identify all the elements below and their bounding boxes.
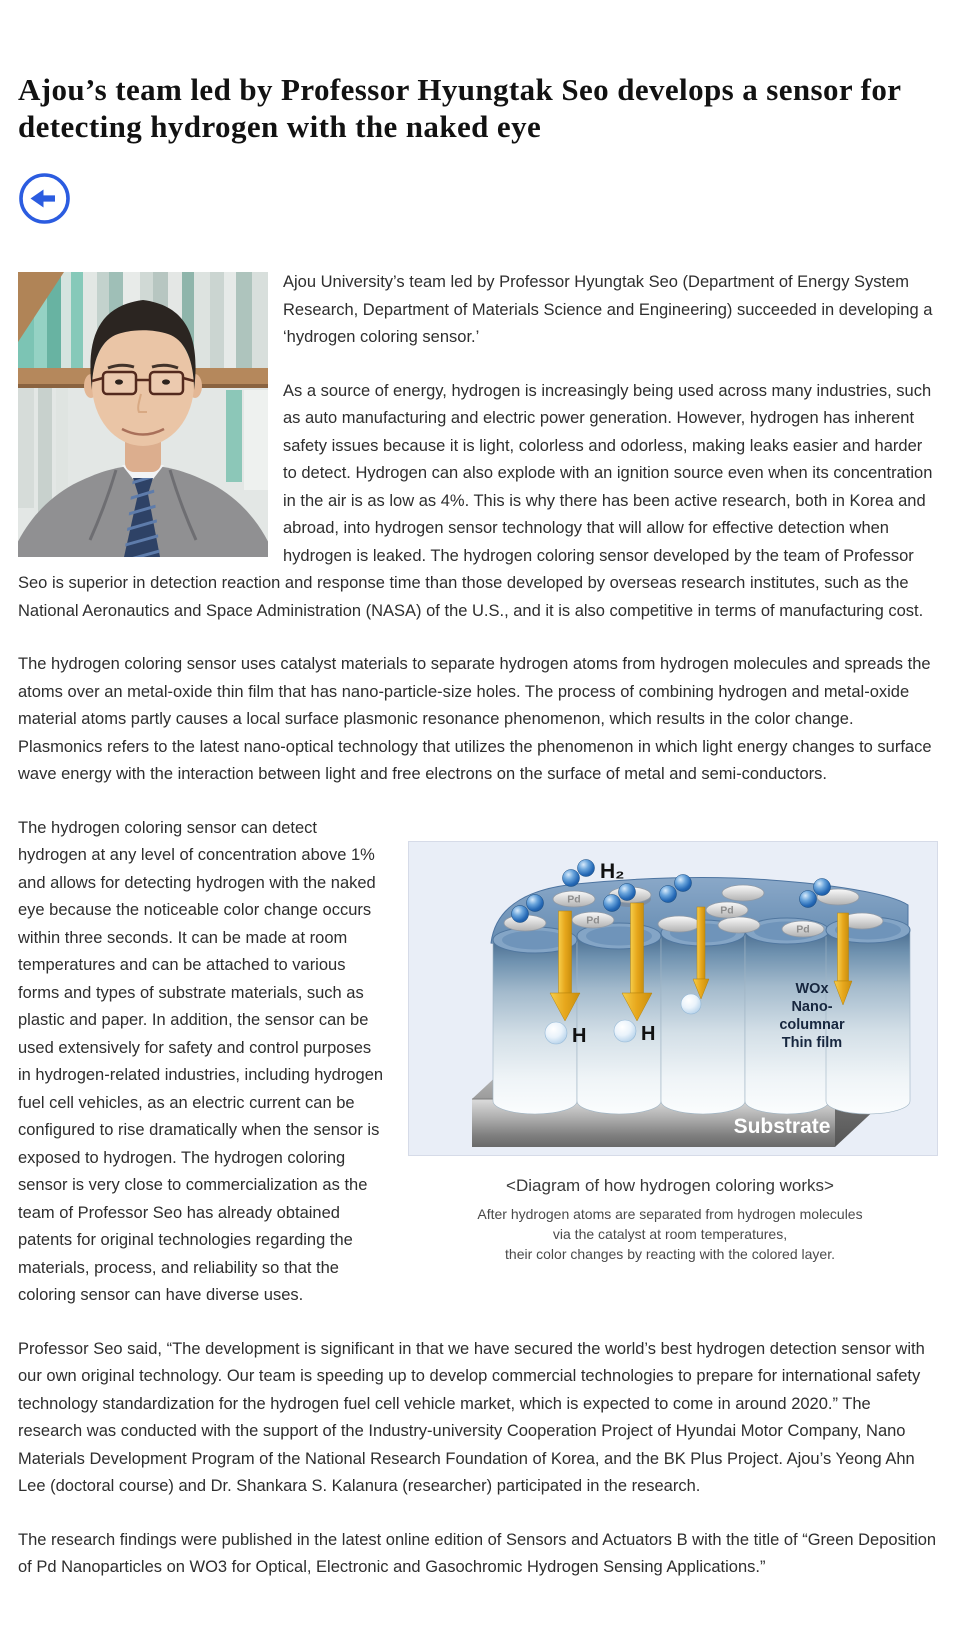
page-title: Ajou’s team led by Professor Hyungtak Seo develops a sensor for detecting hydrogen with the naked eye [18, 72, 901, 144]
figure-subcaption-line: via the catalyst at room temperatures, [552, 1225, 788, 1242]
svg-text:WOx: WOx [795, 980, 829, 997]
arrow-left-circle-icon [18, 172, 71, 225]
svg-text:Pd: Pd [567, 893, 581, 905]
paragraph-professor-quote: Professor Seo said, “The development is significant in that we have secured the world’s best hydrogen detection sensor with our own original technology. Our team is speeding up to develop commercial technologies to prepare for international safety technology standardization for the hydrogen fuel cell vehicle market, which is expected to come in around 2020.” The research was conducted with the support of the Industry-university Cooperation Project of Hyundai Motor Company, Nano Materials Development Program of the National Research Foundation of Korea, and the BK Plus Project. Ajou’s Yeong Ahn Lee (doctoral course) and Dr. Shankara S. Kalanura (researcher) participated in the research. [18, 1339, 925, 1495]
figure-subcaption-line: their color changes by reacting with the colored layer. [505, 1245, 835, 1262]
figure-caption: <Diagram of how hydrogen coloring works> [506, 1175, 834, 1195]
figure-subcaption-line: After hydrogen atoms are separated from hydrogen molecules [477, 1205, 863, 1222]
figure-subcaption [402, 1204, 938, 1264]
pd-cap [706, 902, 748, 918]
svg-text:columnar: columnar [779, 1016, 845, 1033]
professor-portrait-image [18, 272, 268, 557]
svg-text:Pd: Pd [796, 923, 810, 935]
paragraph-intro: Ajou University’s team led by Professor Hyungtak Seo (Department of Energy System Research, Department of Materials Science and Engineering) succeeded in developing a ‘hydrogen coloring sensor.’ [283, 273, 933, 346]
paragraph-hydrogen-safety: As a source of energy, hydrogen is increasingly being used across many industries, such as auto manufacturing and electric power generation. However, hydrogen has inherent safety issues because it is light, colorless and odorless, making leaks easier and harder to detect. Hydrogen can also explode with an ignition source even when its concentration in the air is as low as 4%. This is why there has been active research, both in Korea and abroad, into hydrogen sensor technology that will allow for effective detection when hydrogen is leaked. The hydrogen coloring sensor developed by the team of Professor Seo is superior in detection reaction and response time than those developed by overseas research institutes, such as the National Aeronautics and Space Administration (NASA) of the U.S., and it is also competitive in terms of manufacturing cost. [18, 381, 933, 620]
svg-text:Pd: Pd [586, 914, 600, 926]
pd-cap [782, 921, 824, 937]
paragraph-sensor-mechanism: The hydrogen coloring sensor uses catalyst materials to separate hydrogen atoms from hydrogen molecules and spreads the atoms over an metal-oxide thin film that has nano-particle-size holes. The process of combining hydrogen and metal-oxide material atoms partly causes a local surface plasmonic resonance phenomenon, which results in the color change. Plasmonics refers to the latest nano-optical technology that utilizes the phenomenon in which light energy changes to surface wave energy with the interaction between light and free electrons on the surface of metal and semi-conductors. [18, 655, 932, 783]
pd-cap [553, 891, 595, 907]
svg-text:Thin film: Thin film [781, 1034, 843, 1051]
paragraph-sensor-applications: The hydrogen coloring sensor can detect hydrogen at any level of concentration above 1% and allows for detecting hydrogen with the naked eye because the noticeable color change occurs within three seconds. It can be made at room temperatures and can be attached to various forms and types of substrate materials, such as plastic and paper. In addition, the sensor can be used extensively for safety and control purposes in hydrogen-related industries, including hydrogen fuel cell vehicles, as an electric current can be configured to rise dramatically when the sensor is exposed to hydrogen. The hydrogen coloring sensor is very close to commercialization as the team of Professor Seo has already obtained patents for original technologies regarding the materials, process, and reliability so that the coloring sensor can have diverse uses. [18, 818, 384, 1304]
intro-section [18, 269, 938, 625]
article-content [0, 71, 960, 1627]
professor-photo [18, 272, 268, 557]
svg-text:Nano-: Nano- [791, 998, 833, 1015]
h-label: H [641, 1022, 656, 1045]
substrate-label: Substrate [733, 1114, 831, 1138]
h2-label: H₂ [600, 859, 625, 883]
svg-text:Pd: Pd [720, 904, 734, 916]
paragraph-publication: The research findings were published in the latest online edition of Sensors and Actuators B with the title of “Green Deposition of Pd Nanoparticles on WO3 for Optical, Electronic and Gasochromic Hydrogen Sensing Applications.” [18, 1530, 937, 1576]
diagram-section [18, 815, 938, 1336]
back-button[interactable] [18, 172, 71, 225]
pd-cap [572, 912, 614, 928]
h-label: H [572, 1024, 587, 1047]
hydrogen-diagram-figure [402, 841, 938, 1264]
hydrogen-coloring-diagram [408, 841, 938, 1156]
